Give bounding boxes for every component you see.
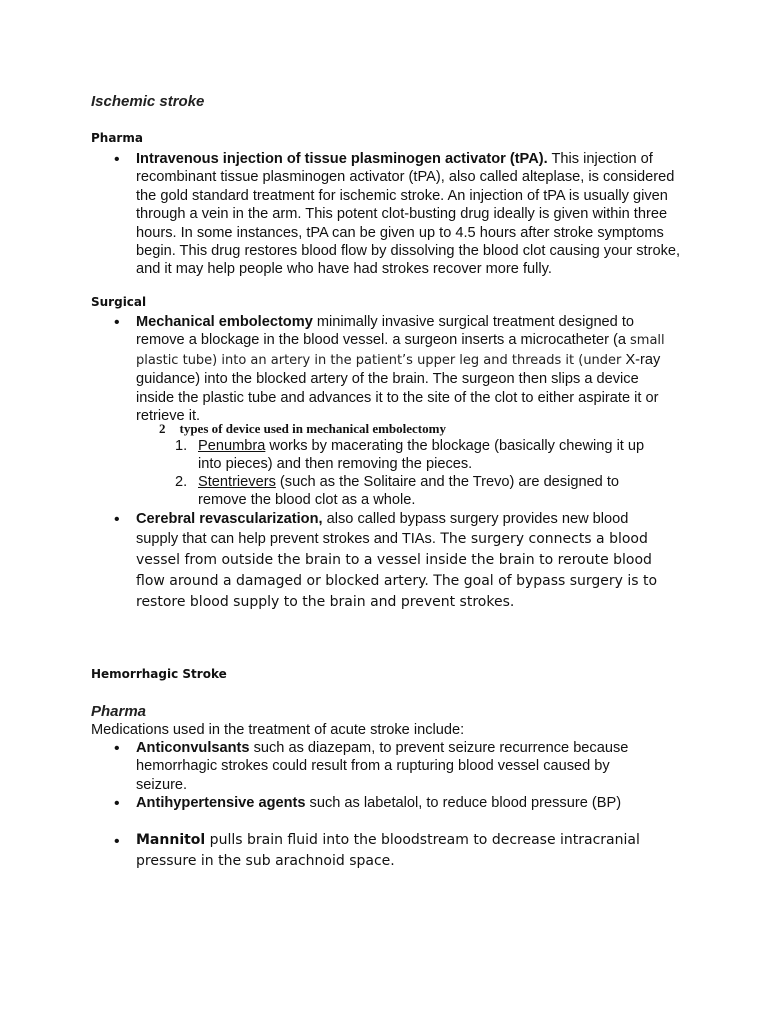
anticonvulsants-text: such as diazepam, to prevent seizure recurrence because hemorrhagic strokes could result from a rupturing blood vessel caused by seizure. — [136, 740, 629, 793]
device-item-penumbra — [198, 437, 668, 474]
revasc-text-a: also called bypass surgery provides new blood supply that can help prevent strokes and TIAs. — [136, 511, 629, 547]
antihypertensive-bold: Antihypertensive agents — [136, 795, 306, 811]
device-heading-text: types of device used in mechanical embolectomy — [179, 421, 446, 436]
device-types-heading — [159, 421, 446, 437]
ischemic-stroke-heading: Ischemic stroke — [91, 93, 205, 110]
ischemic-pharma-label: Pharma — [91, 131, 143, 145]
bullet-icon: • — [114, 795, 120, 812]
bullet-icon: • — [114, 833, 120, 850]
mech-text-a: minimally invasive surgical treatment designed to remove a blockage in the blood vessel. a surgeon inserts a microcatheter (a — [136, 314, 635, 349]
revasc-text-b: The surgery connects a blood vessel from outside the brain to a vessel inside the brain to reroute blood flow around a damaged or blocked artery. The goal of bypass surgery is to restore blood supply to the brain and prevent strokes. — [136, 531, 658, 610]
tpa-bold: Intravenous injection of tissue plasminogen activator (tPA). — [136, 151, 548, 167]
antihypertensive-text: such as labetalol, to reduce blood pressure (BP) — [305, 795, 622, 811]
device-count: 2 — [159, 421, 166, 436]
bullet-icon: • — [114, 511, 120, 528]
bullet-icon: • — [114, 740, 120, 757]
tpa-paragraph — [136, 150, 681, 279]
surgical-label: Surgical — [91, 295, 147, 309]
hemorrhagic-intro: Medications used in the treatment of acute stroke include: — [91, 722, 465, 738]
mechanical-embolectomy-bold: Mechanical embolectomy — [136, 314, 313, 330]
penumbra-name: Penumbra — [198, 438, 266, 454]
hemorrhagic-pharma-label: Pharma — [91, 703, 147, 720]
anticonvulsants-paragraph — [136, 739, 651, 794]
anticonvulsants-bold: Anticonvulsants — [136, 740, 250, 756]
stentrievers-name: Stentrievers — [198, 474, 276, 490]
mannitol-text: pulls brain fluid into the bloodstream to decrease intracranial pressure in the sub arachnoid space. — [136, 832, 640, 869]
hemorrhagic-stroke-heading: Hemorrhagic Stroke — [91, 667, 227, 681]
stentrievers-text: (such as the Solitaire and the Trevo) are designed to remove the blood clot as a whole. — [198, 474, 620, 509]
mech-text-b: small plastic tube) into an artery in the patient’s upper leg and threads it (under — [136, 333, 665, 368]
device-item-stentrievers — [198, 473, 668, 510]
mechanical-embolectomy-paragraph — [136, 313, 666, 425]
tpa-text: This injection of recombinant tissue plasminogen activator (tPA), also called alteplase, is considered the gold standard treatment for ischemic stroke. An injection of tPA is usually given through a vein in the arm. This potent clot-busting drug ideally is given within three hours. In some instances, tPA can be given up to 4.5 hours after stroke symptoms begin. This drug restores blood flow by dissolving the blood clot causing your stroke, and it may help people who have had strokes recover more fully. — [136, 151, 681, 278]
penumbra-text: works by macerating the blockage (basically chewing it up into pieces) and then removing the pieces. — [198, 438, 645, 473]
mannitol-paragraph — [136, 830, 696, 872]
antihypertensive-paragraph — [136, 794, 696, 812]
revascularization-paragraph — [136, 509, 661, 613]
device-number-1: 1. — [175, 438, 188, 454]
bullet-icon: • — [114, 151, 120, 168]
bullet-icon: • — [114, 314, 120, 331]
device-number-2: 2. — [175, 474, 188, 490]
mech-text-c: X-ray guidance) into the blocked artery of the brain. The surgeon then slips a device inside the plastic tube and advances it to the site of the clot to either aspirate it or retrieve it. — [136, 351, 661, 425]
revascularization-bold: Cerebral revascularization, — [136, 511, 323, 527]
mannitol-bold: Mannitol — [136, 832, 206, 848]
